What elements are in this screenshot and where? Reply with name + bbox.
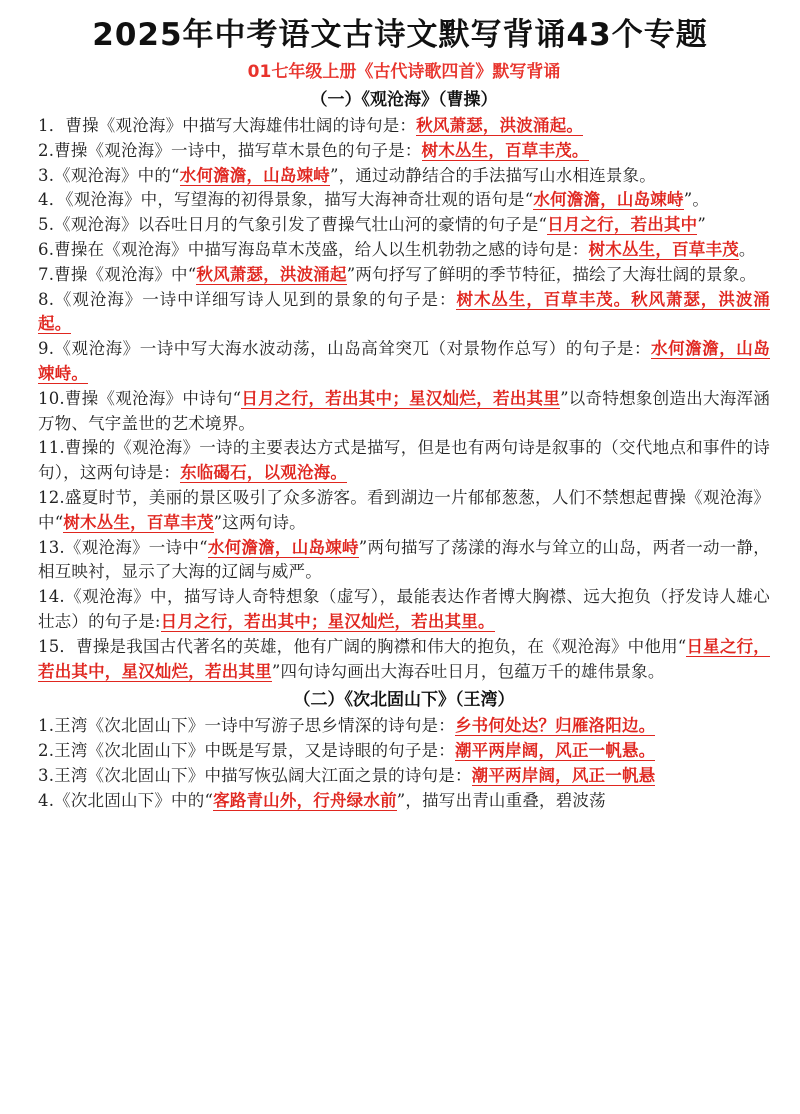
question-item <box>38 139 770 164</box>
question-text: ” <box>697 215 707 235</box>
question-text: 6.曹操在《观沧海》中描写海岛草木茂盛，给人以生机勃勃之感的诗句是： <box>38 239 589 259</box>
question-list <box>38 114 770 684</box>
answer-text: 东临碣石，以观沧海。 <box>180 463 348 483</box>
answer-text: 日星之行，若出其中，星汉灿烂，若出其里 <box>38 636 771 681</box>
question-list <box>38 714 770 813</box>
question-text: ”。 <box>683 190 710 210</box>
question-item <box>38 263 770 288</box>
question-item <box>38 213 770 238</box>
question-item <box>38 486 770 536</box>
question-item <box>38 585 770 635</box>
question-text: 4.《次北固山下》中的“ <box>38 790 214 810</box>
question-item <box>38 238 770 263</box>
answer-text: 水何澹澹，山岛竦峙 <box>179 165 330 185</box>
question-text: 1．曹操《观沧海》中描写大海雄伟壮阔的诗句是： <box>38 116 417 135</box>
question-item <box>38 337 770 387</box>
question-text: 5.《观沧海》以吞吐日月的气象引发了曹操气壮山河的豪情的句子是“ <box>38 215 548 235</box>
answer-text: 水何澹澹，山岛竦峙 <box>533 190 684 210</box>
question-item <box>38 764 770 789</box>
question-text: 14.《观沧海》中，描写诗人奇特想象（虚写），最能表达作者博大胸襟、远大抱负（抒发诗人雄心壮志）的句子是: <box>38 587 770 631</box>
question-text: 10.曹操《观沧海》中诗句“ <box>38 388 242 408</box>
answer-text: 乡书何处达？归雁洛阳边。 <box>454 716 656 736</box>
question-text: 11.曹操的《观沧海》一诗的主要表达方式是描写，但是也有两句诗是叙事的（交代地点和事件的诗句），这两句诗是： <box>38 438 770 483</box>
question-item <box>38 164 770 189</box>
answer-text: 水何澹澹，山岛竦峙 <box>207 537 359 557</box>
question-text: ”，通过动静结合的手法描写山水相连景象。 <box>330 165 656 185</box>
question-text: 4．《观沧海》中，写望海的初得景象，描写大海神奇壮观的语句是“ <box>38 190 534 210</box>
chapter-subtitle: 01七年级上册《古代诗歌四首》默写背诵 <box>247 62 561 82</box>
question-text: ”两句抒写了鲜明的季节特征，描绘了大海壮阔的景象。 <box>346 264 757 284</box>
question-item <box>38 436 770 486</box>
question-item <box>38 536 770 586</box>
question-item <box>38 288 770 338</box>
question-text: ”以奇特想象创造出大海浑涵万物、气宇盖世的艺术境界。 <box>38 388 770 433</box>
answer-text: 潮平两岸阔，风正一帆悬 <box>471 765 656 785</box>
answer-text: 水何澹澹，山岛竦峙。 <box>38 339 770 383</box>
question-item <box>38 635 770 685</box>
question-item <box>38 114 770 139</box>
page-title: 2025年中考语文古诗文默写背诵43个专题 <box>92 17 708 53</box>
question-text: ”这两句诗。 <box>213 512 306 532</box>
section-heading: （二）《次北固山下》（王湾） <box>293 690 515 711</box>
answer-text: 日月之行，若出其中；星汉灿烂，若出其里 <box>241 388 561 408</box>
answer-text: 日月之行，若出其中；星汉灿烂，若出其里。 <box>160 611 495 631</box>
question-text: ”，描写出青山重叠，碧波荡 <box>396 790 606 810</box>
question-text: 2.曹操《观沧海》一诗中，描写草木景色的句子是： <box>38 140 422 160</box>
question-text: 3.《观沧海》中的“ <box>38 165 180 185</box>
answer-text: 客路青山外，行舟绿水前 <box>213 790 397 810</box>
answer-text: 秋风萧瑟，洪波涌起。 <box>416 116 584 135</box>
question-text: 15．曹操是我国古代著名的英雄，他有广阔的胸襟和伟大的抱负，在《观沧海》中他用“ <box>38 636 687 656</box>
question-text: 3.王湾《次北固山下》中描写恢弘阔大江面之景的诗句是： <box>38 765 472 785</box>
question-text: 7.曹操《观沧海》中“ <box>38 264 197 284</box>
question-text: ”两句描写了荡漾的海水与耸立的山岛，两者一动一静，相互映衬，显示了大海的辽阔与威严。 <box>38 537 771 582</box>
question-text: 12.盛夏时节，美丽的景区吸引了众多游客。看到湖边一片郁郁葱葱，人们不禁想起曹操《观沧海》中“ <box>38 487 770 532</box>
question-text: 8.《观沧海》一诗中详细写诗人见到的景象的句子是： <box>38 289 457 309</box>
question-text: 13.《观沧海》一诗中“ <box>38 537 208 557</box>
question-text: ”四句诗勾画出大海吞吐日月，包蕴万千的雄伟景象。 <box>271 661 665 681</box>
section-ci-bei-gu-shan-xia <box>38 686 770 813</box>
question-item <box>38 387 770 437</box>
question-text: 2.王湾《次北固山下》中既是写景，又是诗眼的句子是： <box>38 741 455 761</box>
question-item <box>38 714 770 739</box>
section-guan-cang-hai <box>38 86 770 684</box>
section-heading: （一）《观沧海》（曹操） <box>310 90 498 110</box>
answer-text: 树木丛生，百草丰茂 <box>588 239 739 259</box>
answer-text: 潮平两岸阔，风正一帆悬。 <box>454 741 656 761</box>
question-text: 9.《观沧海》一诗中写大海水波动荡，山岛高耸突兀（对景物作总写）的句子是： <box>38 339 652 359</box>
answer-text: 秋风萧瑟，洪波涌起 <box>196 264 347 284</box>
answer-text: 日月之行，若出其中 <box>547 215 698 235</box>
question-text: 。 <box>738 239 756 259</box>
answer-text: 树木丛生，百草丰茂。 <box>421 140 589 160</box>
question-text: 1.王湾《次北固山下》一诗中写游子思乡情深的诗句是： <box>38 716 455 736</box>
question-item <box>38 188 770 213</box>
question-item <box>38 739 770 764</box>
question-item <box>38 789 770 814</box>
answer-text: 树木丛生，百草丰茂 <box>63 512 214 532</box>
answer-text: 树木丛生，百草丰茂。秋风萧瑟，洪波涌起。 <box>38 289 770 334</box>
